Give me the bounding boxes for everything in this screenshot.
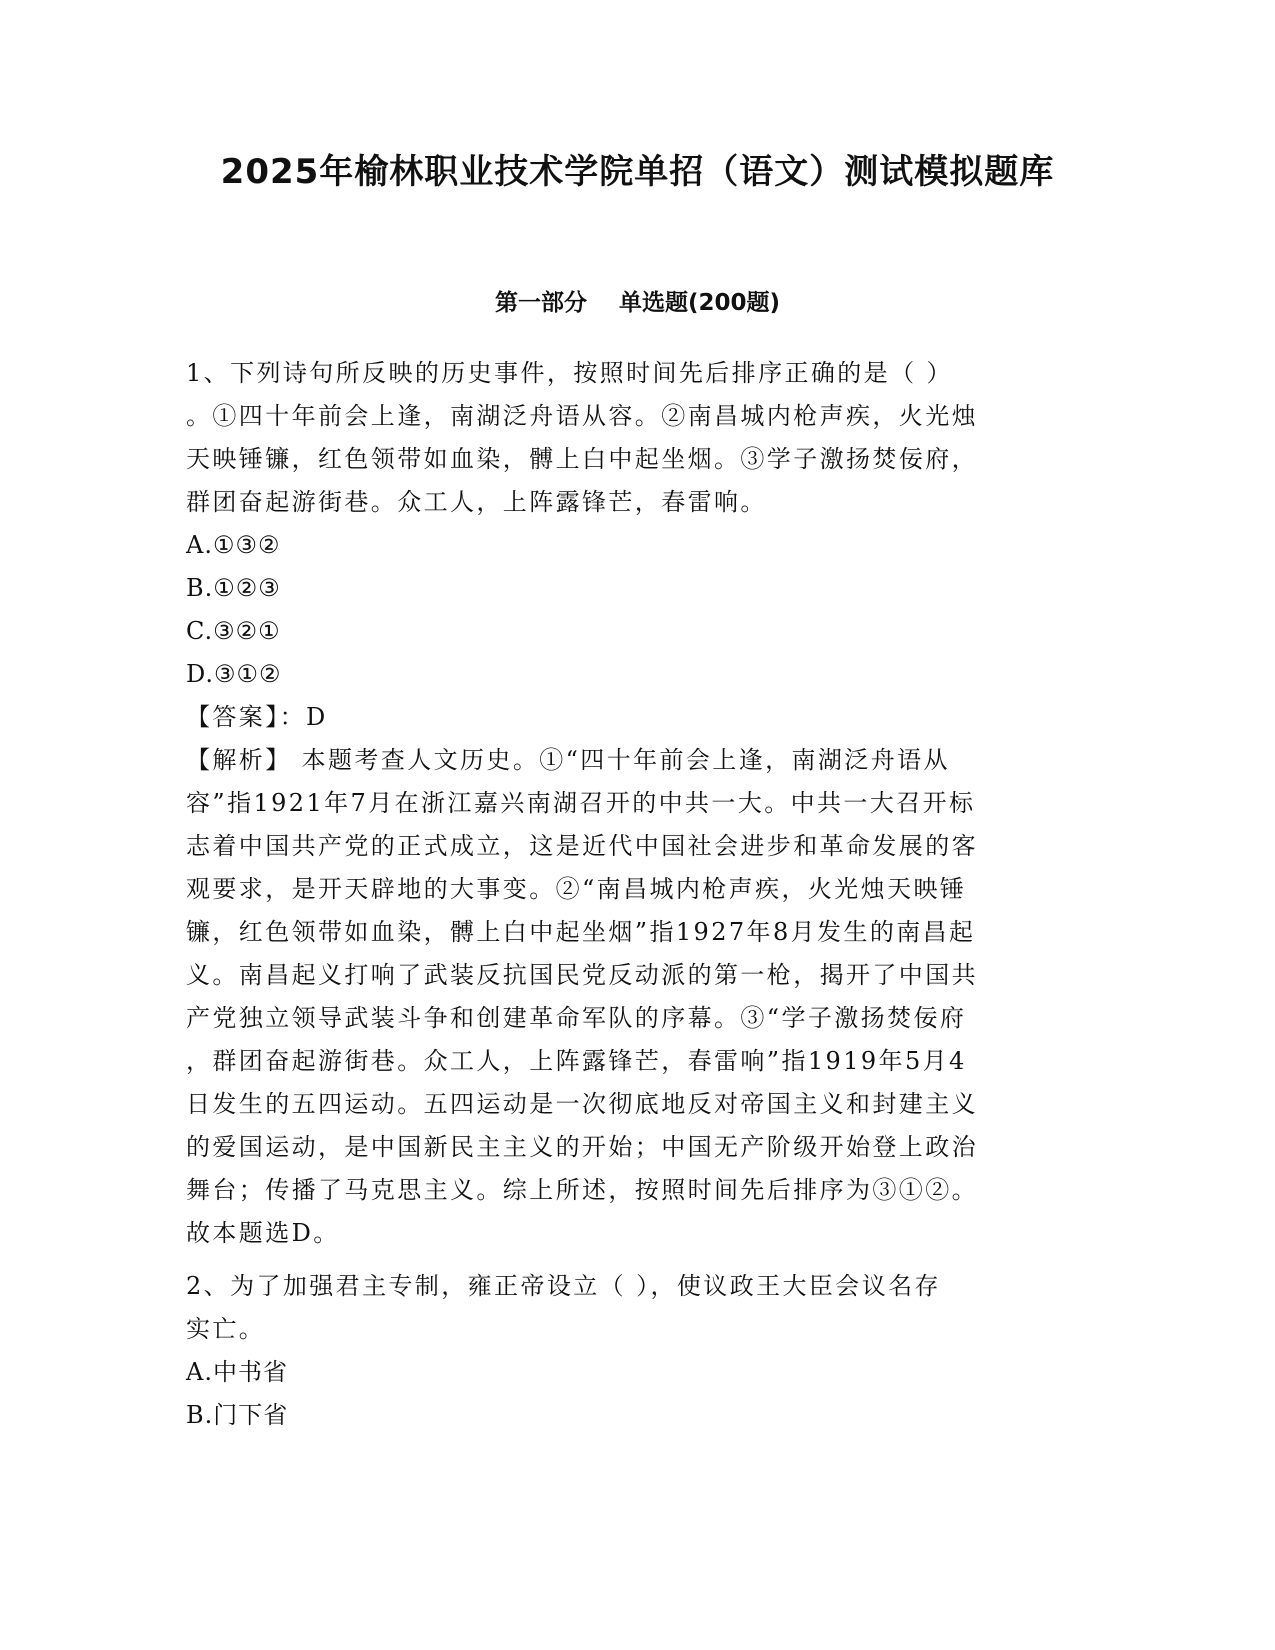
analysis-line: 故本题选D。	[186, 1219, 340, 1247]
analysis-line: 志着中国共产党的正式成立，这是近代中国社会进步和革命发展的客	[186, 832, 978, 860]
analysis-line: 舞台；传播了马克思主义。综上所述，按照时间先后排序为③①②。	[186, 1176, 978, 1204]
option-a: A.①③②	[186, 531, 281, 559]
question-2	[186, 1265, 1076, 1437]
analysis-block	[186, 739, 1076, 1255]
section-heading: 第一部分 单选题(200题)	[494, 290, 781, 316]
question-stem	[186, 1265, 1076, 1351]
document-title: 2025年榆林职业技术学院单招（语文）测试模拟题库	[220, 152, 1055, 192]
analysis-line: 的爱国运动，是中国新民主主义的开始；中国无产阶级开始登上政治	[186, 1133, 978, 1161]
stem-line: 天映锤镰，红色领带如血染，髆上白中起坐烟。③学子激扬焚佞府，	[186, 445, 978, 473]
analysis-line: 镰，红色领带如血染，髆上白中起坐烟”指1927年8月发生的南昌起	[186, 918, 976, 946]
analysis-line: 容”指1921年7月在浙江嘉兴南湖召开的中共一大。中共一大召开标	[186, 789, 976, 817]
option-d: D.③①②	[186, 660, 282, 688]
option-b: B.①②③	[186, 574, 281, 602]
answer-line: 【答案】：D	[186, 703, 328, 731]
option-a: A.中书省	[186, 1358, 288, 1386]
analysis-line: 日发生的五四运动。五四运动是一次彻底地反对帝国主义和封建主义	[186, 1090, 978, 1118]
analysis-line: 产党独立领导武装斗争和创建革命军队的序幕。③“学子激扬焚佞府	[186, 1004, 967, 1032]
stem-line: 实亡。	[186, 1315, 266, 1343]
analysis-line: 【解析】 本题考查人文历史。①“四十年前会上逢，南湖泛舟语从	[186, 746, 950, 774]
analysis-line: 观要求，是开天辟地的大事变。②“南昌城内枪声疾，火光烛天映锤	[186, 875, 967, 903]
stem-line: 。①四十年前会上逢，南湖泛舟语从容。②南昌城内枪声疾，火光烛	[186, 402, 978, 430]
option-c: C.③②①	[186, 617, 281, 645]
question-1	[186, 352, 1076, 1255]
option-list	[186, 1351, 1076, 1437]
question-list	[186, 352, 1076, 1437]
stem-line: 群团奋起游街巷。众工人，上阵露锋芒，春雷响。	[186, 488, 767, 516]
question-stem	[186, 352, 1076, 524]
stem-line: 2、为了加强君主专制，雍正帝设立（ ），使议政王大臣会议名存	[186, 1272, 941, 1300]
analysis-line: ，群团奋起游街巷。众工人，上阵露锋芒，春雷响”指1919年5月4	[186, 1047, 967, 1075]
option-list	[186, 524, 1076, 696]
stem-line: 1、下列诗句所反映的历史事件，按照时间先后排序正确的是（ ）	[186, 359, 953, 387]
option-b: B.门下省	[186, 1401, 289, 1429]
analysis-line: 义。南昌起义打响了武装反抗国民党反动派的第一枪，揭开了中国共	[186, 961, 978, 989]
